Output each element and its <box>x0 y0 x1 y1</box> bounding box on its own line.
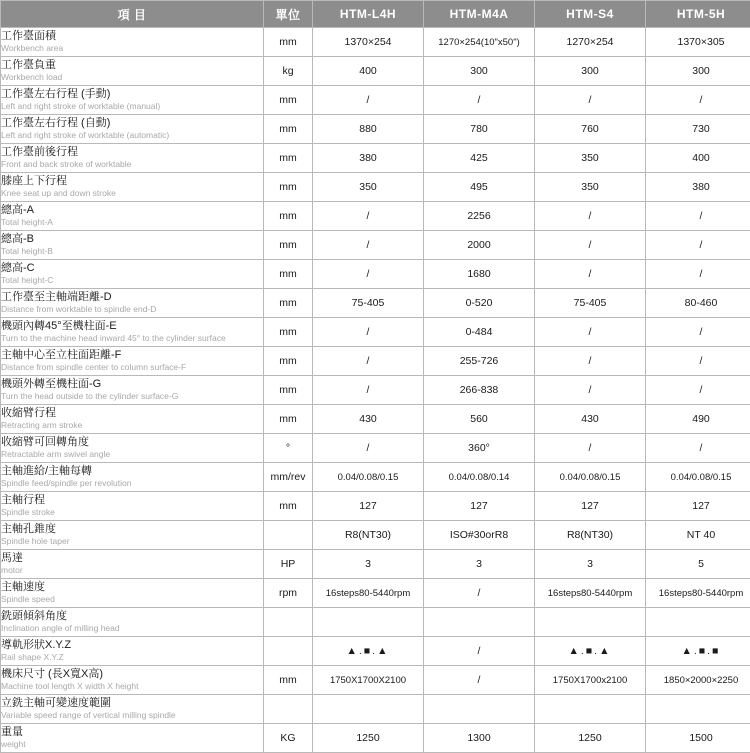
table-row <box>1 318 750 347</box>
row-value-1: 16steps80-5440rpm <box>313 579 424 608</box>
row-unit: rpm <box>264 579 313 608</box>
table-row <box>1 115 750 144</box>
row-label-en: Front and back stroke of worktable <box>1 160 263 170</box>
row-label-cell <box>1 521 264 550</box>
row-unit: KG <box>264 724 313 753</box>
row-label-cn: 重量 <box>1 726 263 739</box>
row-unit: mm <box>264 28 313 57</box>
row-label-cn: 主軸中心至立柱面距離-F <box>1 349 263 362</box>
row-label-cn: 總高-C <box>1 262 263 275</box>
column-header-model-3: HTM-S4 <box>535 1 646 28</box>
table-row <box>1 202 750 231</box>
row-label-en: Retracting arm stroke <box>1 421 263 431</box>
row-label-cn: 主軸進給/主軸每轉 <box>1 465 263 478</box>
row-value-2: 300 <box>424 57 535 86</box>
row-label-cn: 機頭內轉45°至機柱面-E <box>1 320 263 333</box>
row-value-1: 3 <box>313 550 424 579</box>
row-unit: mm <box>264 666 313 695</box>
row-value-2: 780 <box>424 115 535 144</box>
table-row <box>1 347 750 376</box>
row-value-1 <box>313 608 424 637</box>
table-row <box>1 695 750 724</box>
row-label-en: Total height-A <box>1 218 263 228</box>
row-value-3: / <box>535 231 646 260</box>
row-unit: HP <box>264 550 313 579</box>
row-value-1: 1250 <box>313 724 424 753</box>
row-value-4: / <box>646 318 750 347</box>
row-label-cn: 主軸速度 <box>1 581 263 594</box>
row-label-cn: 總高-A <box>1 204 263 217</box>
row-value-3: 127 <box>535 492 646 521</box>
row-value-4: 0.04/0.08/0.15 <box>646 463 750 492</box>
row-label-cn: 工作臺左右行程 (手動) <box>1 88 263 101</box>
row-value-4 <box>646 608 750 637</box>
row-value-2: 3 <box>424 550 535 579</box>
row-value-3: 760 <box>535 115 646 144</box>
row-value-3: 16steps80-5440rpm <box>535 579 646 608</box>
row-label-en: Total height-B <box>1 247 263 257</box>
row-value-1 <box>313 695 424 724</box>
row-label-cn: 收縮臂可回轉角度 <box>1 436 263 449</box>
row-label-cn: 工作臺前後行程 <box>1 146 263 159</box>
table-row <box>1 376 750 405</box>
column-header-item: 項 目 <box>1 1 264 28</box>
row-value-4: 1370×305 <box>646 28 750 57</box>
table-body <box>1 28 750 753</box>
row-value-1: / <box>313 202 424 231</box>
row-value-3: 1270×254 <box>535 28 646 57</box>
row-value-4: 380 <box>646 173 750 202</box>
row-value-1: 1370×254 <box>313 28 424 57</box>
row-value-2: 0-484 <box>424 318 535 347</box>
row-value-3: ▲.■.▲ <box>535 637 646 666</box>
row-label-cn: 馬達 <box>1 552 263 565</box>
row-label-en: Spindle stroke <box>1 508 263 518</box>
table-row <box>1 492 750 521</box>
table-row <box>1 86 750 115</box>
row-value-1: / <box>313 318 424 347</box>
row-label-cn: 機床尺寸 (長X寬X高) <box>1 668 263 681</box>
row-value-4: 300 <box>646 57 750 86</box>
row-value-4: 80-460 <box>646 289 750 318</box>
row-value-2 <box>424 608 535 637</box>
row-value-2: 266-838 <box>424 376 535 405</box>
row-value-3: 75-405 <box>535 289 646 318</box>
row-label-cell <box>1 376 264 405</box>
row-label-cell <box>1 28 264 57</box>
row-value-3: 350 <box>535 144 646 173</box>
row-value-1: 430 <box>313 405 424 434</box>
row-label-cell <box>1 666 264 695</box>
row-value-1: / <box>313 260 424 289</box>
column-header-model-4: HTM-5H <box>646 1 750 28</box>
row-value-2: 425 <box>424 144 535 173</box>
row-label-cn: 導軌形狀X.Y.Z <box>1 639 263 652</box>
table-row <box>1 289 750 318</box>
row-label-cell <box>1 115 264 144</box>
row-value-1: 75-405 <box>313 289 424 318</box>
row-value-3: 300 <box>535 57 646 86</box>
row-label-en: Workbench area <box>1 44 263 54</box>
row-label-cn: 主軸孔錐度 <box>1 523 263 536</box>
row-unit: mm <box>264 202 313 231</box>
table-row <box>1 405 750 434</box>
row-value-2 <box>424 695 535 724</box>
row-value-2: 360° <box>424 434 535 463</box>
row-value-3 <box>535 608 646 637</box>
row-value-2: 1300 <box>424 724 535 753</box>
row-value-3: / <box>535 434 646 463</box>
row-label-en: Machine tool length X width X height <box>1 682 263 692</box>
row-label-cn: 膝座上下行程 <box>1 175 263 188</box>
row-value-3: / <box>535 376 646 405</box>
row-value-1: / <box>313 86 424 115</box>
row-label-en: motor <box>1 566 263 576</box>
row-label-cn: 收縮臂行程 <box>1 407 263 420</box>
row-value-4: ▲.■.■ <box>646 637 750 666</box>
row-unit: mm <box>264 260 313 289</box>
row-value-3 <box>535 695 646 724</box>
row-value-2: 560 <box>424 405 535 434</box>
row-label-cell <box>1 289 264 318</box>
row-value-4: 1500 <box>646 724 750 753</box>
row-value-1: 400 <box>313 57 424 86</box>
row-value-4: 400 <box>646 144 750 173</box>
row-value-4: 5 <box>646 550 750 579</box>
column-header-unit: 單位 <box>264 1 313 28</box>
table-row <box>1 666 750 695</box>
row-unit <box>264 521 313 550</box>
row-label-cell <box>1 434 264 463</box>
row-value-3: / <box>535 260 646 289</box>
table-row <box>1 521 750 550</box>
row-value-1: 127 <box>313 492 424 521</box>
row-value-3: 1250 <box>535 724 646 753</box>
table-row <box>1 144 750 173</box>
table-row <box>1 57 750 86</box>
table-row <box>1 637 750 666</box>
row-unit: mm <box>264 144 313 173</box>
row-value-1: 380 <box>313 144 424 173</box>
row-value-4 <box>646 695 750 724</box>
row-unit: mm <box>264 115 313 144</box>
row-label-cell <box>1 318 264 347</box>
row-value-1: 350 <box>313 173 424 202</box>
column-header-model-2: HTM-M4A <box>424 1 535 28</box>
row-value-3: / <box>535 347 646 376</box>
row-value-3: / <box>535 318 646 347</box>
row-label-cn: 機頭外轉至機柱面-G <box>1 378 263 391</box>
row-unit: mm/rev <box>264 463 313 492</box>
row-value-1: / <box>313 347 424 376</box>
row-label-cn: 總高-B <box>1 233 263 246</box>
row-value-1: 0.04/0.08/0.15 <box>313 463 424 492</box>
table-row <box>1 608 750 637</box>
row-label-en: Total height-C <box>1 276 263 286</box>
row-value-2: ISO#30orR8 <box>424 521 535 550</box>
row-label-cn: 立銑主軸可變速度範圍 <box>1 697 263 710</box>
column-header-model-1: HTM-L4H <box>313 1 424 28</box>
row-value-4: 490 <box>646 405 750 434</box>
row-label-cn: 工作臺負重 <box>1 59 263 72</box>
row-value-3: R8(NT30) <box>535 521 646 550</box>
row-label-cell <box>1 144 264 173</box>
row-label-cn: 銑頭傾斜角度 <box>1 610 263 623</box>
row-value-1: / <box>313 434 424 463</box>
row-value-4: / <box>646 231 750 260</box>
row-label-cell <box>1 347 264 376</box>
row-value-3: 430 <box>535 405 646 434</box>
row-value-2: 0.04/0.08/0.14 <box>424 463 535 492</box>
row-label-cell <box>1 550 264 579</box>
row-label-cn: 工作臺面積 <box>1 30 263 43</box>
row-value-1: ▲.■.▲ <box>313 637 424 666</box>
row-label-cell <box>1 695 264 724</box>
row-value-2: / <box>424 666 535 695</box>
row-unit <box>264 637 313 666</box>
row-value-2: 495 <box>424 173 535 202</box>
row-label-en: Rail shape X.Y.Z <box>1 653 263 663</box>
table-row <box>1 231 750 260</box>
row-label-en: Turn the head outside to the cylinder surface-G <box>1 392 263 402</box>
row-value-1: 880 <box>313 115 424 144</box>
row-label-cell <box>1 86 264 115</box>
row-unit <box>264 695 313 724</box>
row-label-cell <box>1 173 264 202</box>
row-label-en: Turn to the machine head inward 45° to the cylinder surface <box>1 334 263 344</box>
row-label-cell <box>1 608 264 637</box>
table-row <box>1 173 750 202</box>
row-label-en: Spindle hole taper <box>1 537 263 547</box>
row-label-en: Workbench load <box>1 73 263 83</box>
row-value-2: / <box>424 86 535 115</box>
row-value-4: / <box>646 202 750 231</box>
row-unit: mm <box>264 289 313 318</box>
row-unit: mm <box>264 231 313 260</box>
row-unit: mm <box>264 173 313 202</box>
row-value-2: 1680 <box>424 260 535 289</box>
row-label-en: weight <box>1 740 263 750</box>
table-row <box>1 28 750 57</box>
row-label-cell <box>1 260 264 289</box>
row-label-en: Left and right stroke of worktable (automatic) <box>1 131 263 141</box>
row-label-cell <box>1 57 264 86</box>
row-value-4: 1850×2000×2250 <box>646 666 750 695</box>
row-value-4: / <box>646 376 750 405</box>
row-value-3: 0.04/0.08/0.15 <box>535 463 646 492</box>
table-header-row <box>1 1 750 28</box>
row-unit: mm <box>264 405 313 434</box>
row-value-4: 16steps80-5440rpm <box>646 579 750 608</box>
row-value-2: 1270×254(10"x50") <box>424 28 535 57</box>
row-value-4: 730 <box>646 115 750 144</box>
table-row <box>1 550 750 579</box>
table-row <box>1 434 750 463</box>
row-label-en: Distance from worktable to spindle end-D <box>1 305 263 315</box>
row-value-2: 2000 <box>424 231 535 260</box>
table-header <box>1 1 750 28</box>
row-label-en: Inclination angle of milling head <box>1 624 263 634</box>
row-value-2: / <box>424 579 535 608</box>
row-label-cell <box>1 637 264 666</box>
table-row <box>1 463 750 492</box>
row-label-cn: 工作臺至主軸端距離-D <box>1 291 263 304</box>
row-value-2: 0-520 <box>424 289 535 318</box>
row-unit: mm <box>264 376 313 405</box>
row-value-2: 127 <box>424 492 535 521</box>
row-value-4: 127 <box>646 492 750 521</box>
row-label-cn: 主軸行程 <box>1 494 263 507</box>
row-value-3: 350 <box>535 173 646 202</box>
row-label-cell <box>1 231 264 260</box>
row-unit: mm <box>264 86 313 115</box>
row-unit: mm <box>264 492 313 521</box>
row-label-en: Distance from spindle center to column surface-F <box>1 363 263 373</box>
table-row <box>1 724 750 753</box>
row-unit <box>264 608 313 637</box>
row-label-en: Spindle feed/spindle per revolution <box>1 479 263 489</box>
row-value-1: 1750X1700X2100 <box>313 666 424 695</box>
row-label-en: Left and right stroke of worktable (manual) <box>1 102 263 112</box>
row-label-cell <box>1 724 264 753</box>
row-value-2: 255-726 <box>424 347 535 376</box>
row-value-4: / <box>646 347 750 376</box>
row-value-3: 3 <box>535 550 646 579</box>
row-value-1: R8(NT30) <box>313 521 424 550</box>
row-label-cell <box>1 202 264 231</box>
row-value-4: / <box>646 260 750 289</box>
row-unit: mm <box>264 347 313 376</box>
row-value-2: 2256 <box>424 202 535 231</box>
row-unit: ° <box>264 434 313 463</box>
row-value-1: / <box>313 231 424 260</box>
row-label-en: Retractable arm swivel angle <box>1 450 263 460</box>
row-label-cell <box>1 492 264 521</box>
row-label-cn: 工作臺左右行程 (自動) <box>1 117 263 130</box>
row-value-3: / <box>535 202 646 231</box>
row-unit: kg <box>264 57 313 86</box>
row-value-4: / <box>646 434 750 463</box>
row-label-cell <box>1 463 264 492</box>
row-value-3: 1750X1700x2100 <box>535 666 646 695</box>
row-value-1: / <box>313 376 424 405</box>
row-value-4: / <box>646 86 750 115</box>
row-label-en: Variable speed range of vertical milling spindle <box>1 711 263 721</box>
row-label-en: Spindle speed <box>1 595 263 605</box>
row-value-2: / <box>424 637 535 666</box>
row-label-cell <box>1 405 264 434</box>
row-value-4: NT 40 <box>646 521 750 550</box>
row-label-en: Knee seat up and down stroke <box>1 189 263 199</box>
table-row <box>1 579 750 608</box>
row-value-3: / <box>535 86 646 115</box>
table-row <box>1 260 750 289</box>
row-label-cell <box>1 579 264 608</box>
row-unit: mm <box>264 318 313 347</box>
